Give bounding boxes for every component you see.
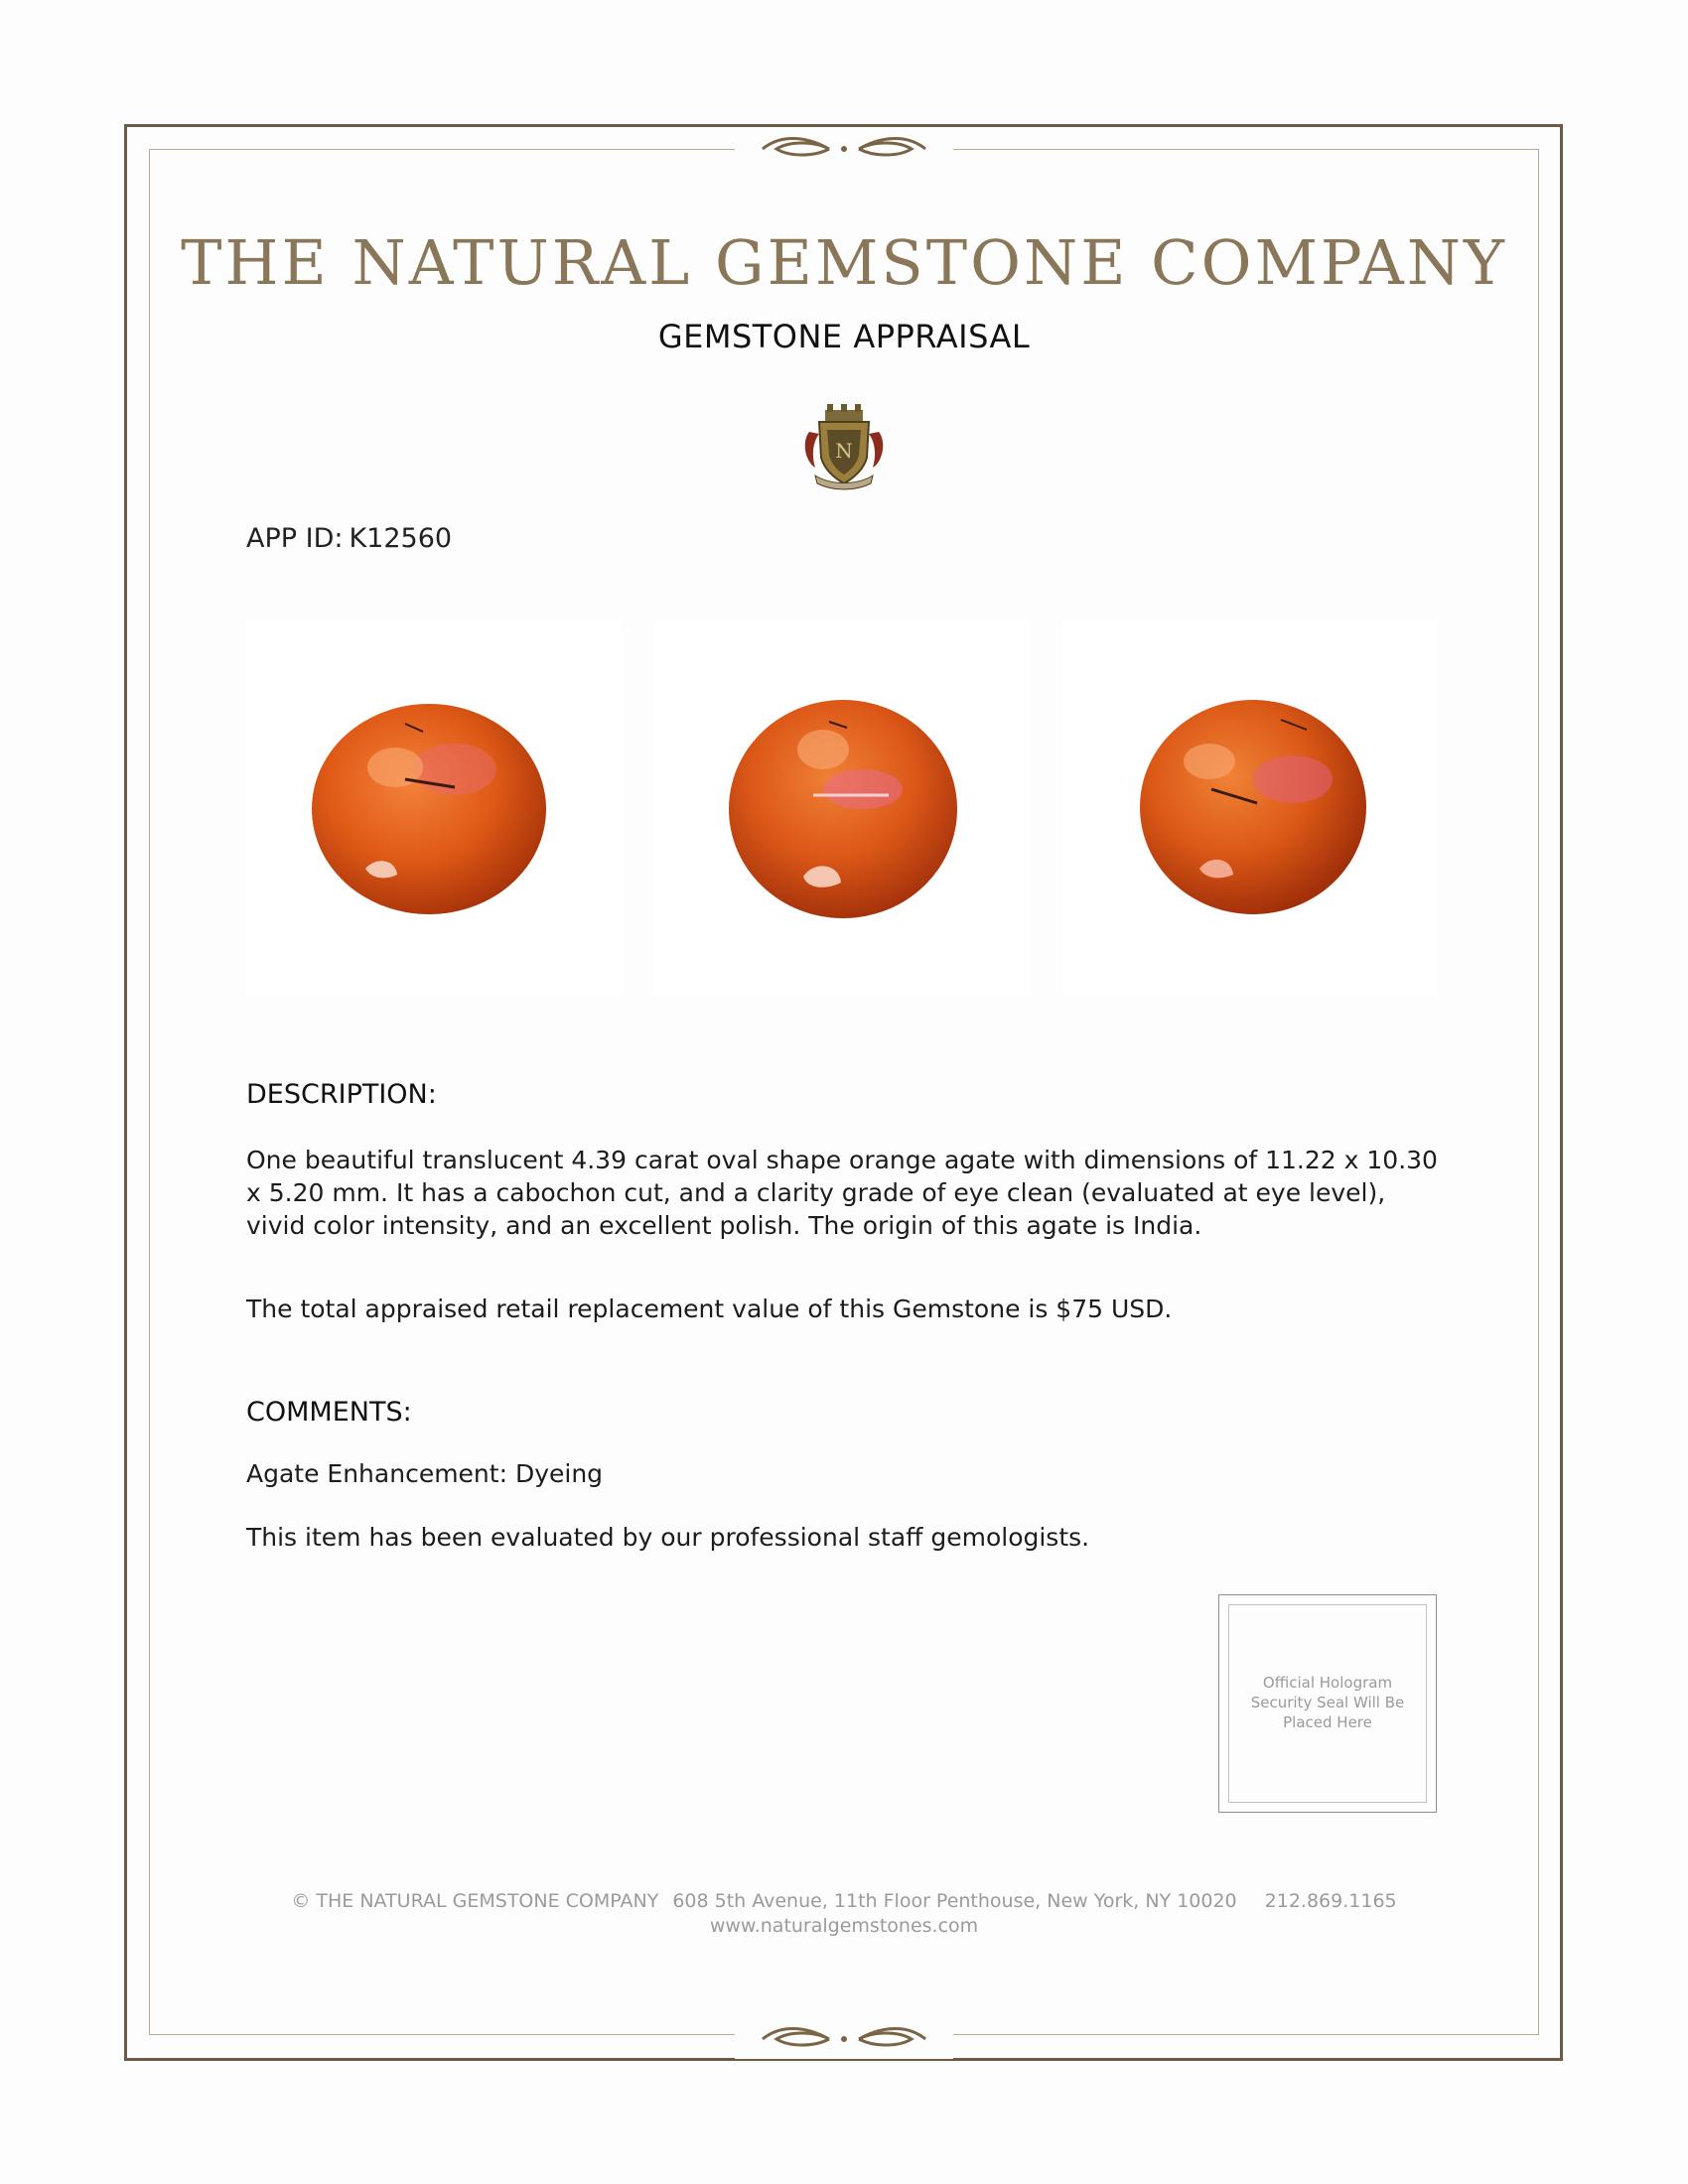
evaluation-note: This item has been evaluated by our professional staff gemologists. (246, 1523, 1090, 1552)
app-id (246, 523, 458, 554)
description-text: One beautiful translucent 4.39 carat oval shape orange agate with dimensions of 11.22 x 10.30 x 5.20 mm. It has a cabochon cut, and a clarity grade of eye clean (evaluated at eye level), vivid color intensity, and an excellent polish. The origin of this agate is India. (246, 1146, 1438, 1240)
footer-phone: 212.869.1165 (1264, 1890, 1397, 1912)
gemstone-photo-2 (654, 620, 1030, 996)
description-heading: DESCRIPTION: (246, 1079, 437, 1110)
footer-contact-line (149, 1890, 1539, 1912)
app-id-value: K12560 (349, 523, 453, 554)
comments-heading: COMMENTS: (246, 1397, 412, 1428)
hologram-seal-placeholder (1218, 1594, 1437, 1813)
footer-website-link[interactable]: www.naturalgemstones.com (709, 1915, 979, 1937)
svg-text:N: N (835, 439, 853, 463)
footer-address: 608 5th Avenue, 11th Floor Penthouse, New York, NY 10020 (672, 1890, 1237, 1912)
enhancement-comment: Agate Enhancement: Dyeing (246, 1459, 604, 1488)
seal-text: Official Hologram Security Seal Will Be Placed Here (1250, 1674, 1405, 1731)
gemstone-photo-1 (246, 620, 622, 996)
appraised-value-statement: The total appraised retail replacement value of this Gemstone is $75 USD. (246, 1295, 1173, 1323)
app-id-label: APP ID: (246, 523, 344, 554)
gemstone-photo-3 (1062, 620, 1438, 996)
company-name: THE NATURAL GEMSTONE COMPANY (181, 226, 1507, 299)
heraldic-crest-icon (801, 402, 887, 493)
document-title: GEMSTONE APPRAISAL (657, 318, 1031, 355)
footer-company: © THE NATURAL GEMSTONE COMPANY (291, 1890, 659, 1912)
top-scroll-ornament-icon (735, 129, 953, 169)
bottom-scroll-ornament-icon (735, 2019, 953, 2059)
